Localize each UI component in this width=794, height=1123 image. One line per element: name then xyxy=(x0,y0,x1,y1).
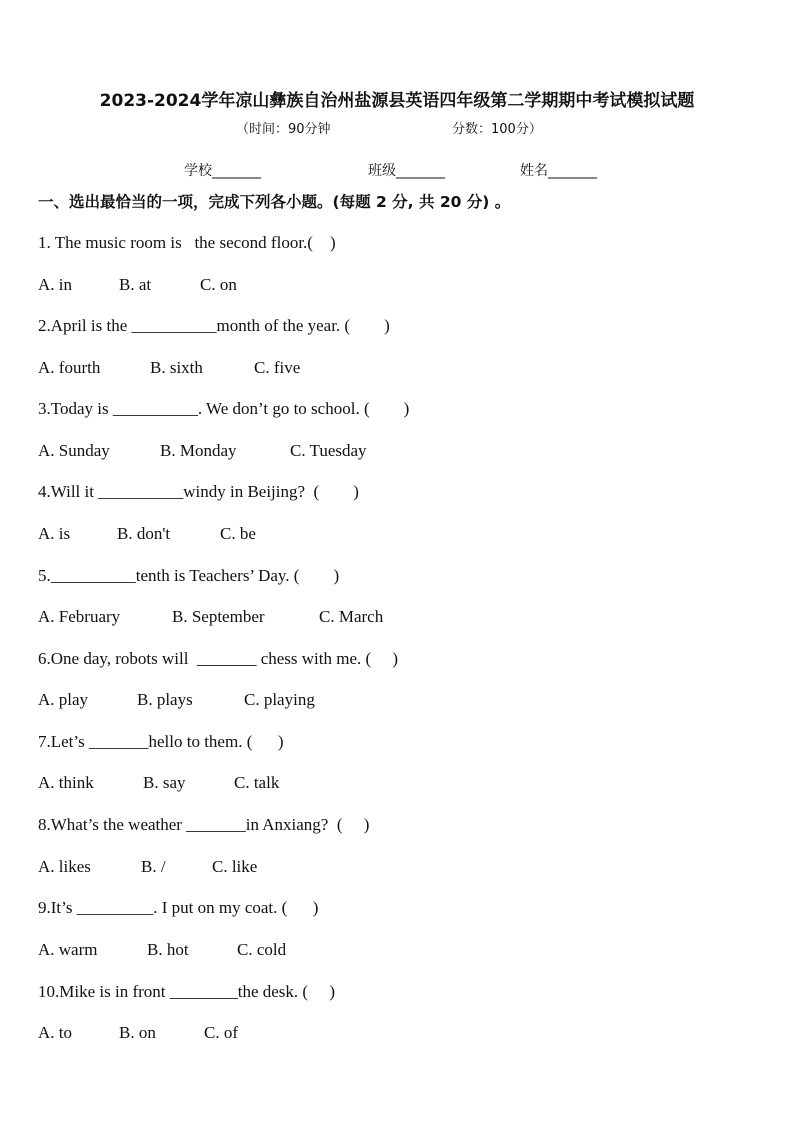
section-heading: 一、选出最恰当的一项，完成下列各小题。(每题 2 分, 共 20 分) 。 xyxy=(38,193,511,211)
question-stem: 7.Let’s _______hello to them. ( ) xyxy=(38,732,284,751)
option-b: B. say xyxy=(143,773,186,792)
option-a: A. in xyxy=(38,275,72,294)
question-stem: 4.Will it __________windy in Beijing? ( ) xyxy=(38,482,359,501)
option-c: C. talk xyxy=(234,773,280,792)
option-b: B. September xyxy=(172,607,265,626)
exam-score: 分数：100分） xyxy=(452,122,542,137)
option-c: C. on xyxy=(200,275,237,294)
option-a: A. warm xyxy=(38,940,98,959)
option-c: C. like xyxy=(212,857,258,876)
exam-time: （时间：90分钟 xyxy=(236,122,331,137)
option-b: B. Monday xyxy=(160,441,237,460)
option-a: A. likes xyxy=(38,857,91,876)
option-b: B. sixth xyxy=(150,358,203,377)
question-stem: 10.Mike is in front ________the desk. ( ) xyxy=(38,982,335,1001)
option-c: C. cold xyxy=(237,940,287,959)
option-a: A. Sunday xyxy=(38,441,110,460)
option-c: C. be xyxy=(220,524,256,543)
option-c: C. five xyxy=(254,358,301,377)
option-a: A. fourth xyxy=(38,358,101,377)
option-a: A. February xyxy=(38,607,121,626)
question-stem: 9.It’s _________. I put on my coat. ( ) xyxy=(38,898,319,917)
option-b: B. / xyxy=(141,857,166,876)
question-stem: 6.One day, robots will _______ chess with me. ( ) xyxy=(38,649,399,668)
class-field: 班级_______ xyxy=(368,163,445,179)
option-a: A. to xyxy=(38,1023,72,1042)
option-b: B. plays xyxy=(137,690,193,709)
option-c: C. March xyxy=(319,607,384,626)
option-a: A. think xyxy=(38,773,94,792)
option-a: A. is xyxy=(38,524,71,543)
option-b: B. at xyxy=(119,275,152,294)
question-stem: 1. The music room is the second floor.( ) xyxy=(38,233,336,252)
option-b: B. hot xyxy=(147,940,189,959)
option-a: A. play xyxy=(38,690,89,709)
question-stem: 8.What’s the weather _______in Anxiang? ( ) xyxy=(38,815,370,834)
option-c: C. playing xyxy=(244,690,315,709)
question-stem: 5.__________tenth is Teachers’ Day. ( ) xyxy=(38,566,340,585)
option-c: C. of xyxy=(204,1023,238,1042)
option-b: B. don't xyxy=(117,524,171,543)
exam-title: 2023-2024学年凉山彝族自治州盐源县英语四年级第二学期期中考试模拟试题 xyxy=(99,91,695,111)
question-stem: 3.Today is __________. We don’t go to school. ( ) xyxy=(38,399,410,418)
name-field: 姓名_______ xyxy=(520,163,597,179)
option-c: C. Tuesday xyxy=(290,441,367,460)
question-stem: 2.April is the __________month of the year. ( ) xyxy=(38,316,390,335)
option-b: B. on xyxy=(119,1023,156,1042)
school-field: 学校_______ xyxy=(184,163,261,179)
